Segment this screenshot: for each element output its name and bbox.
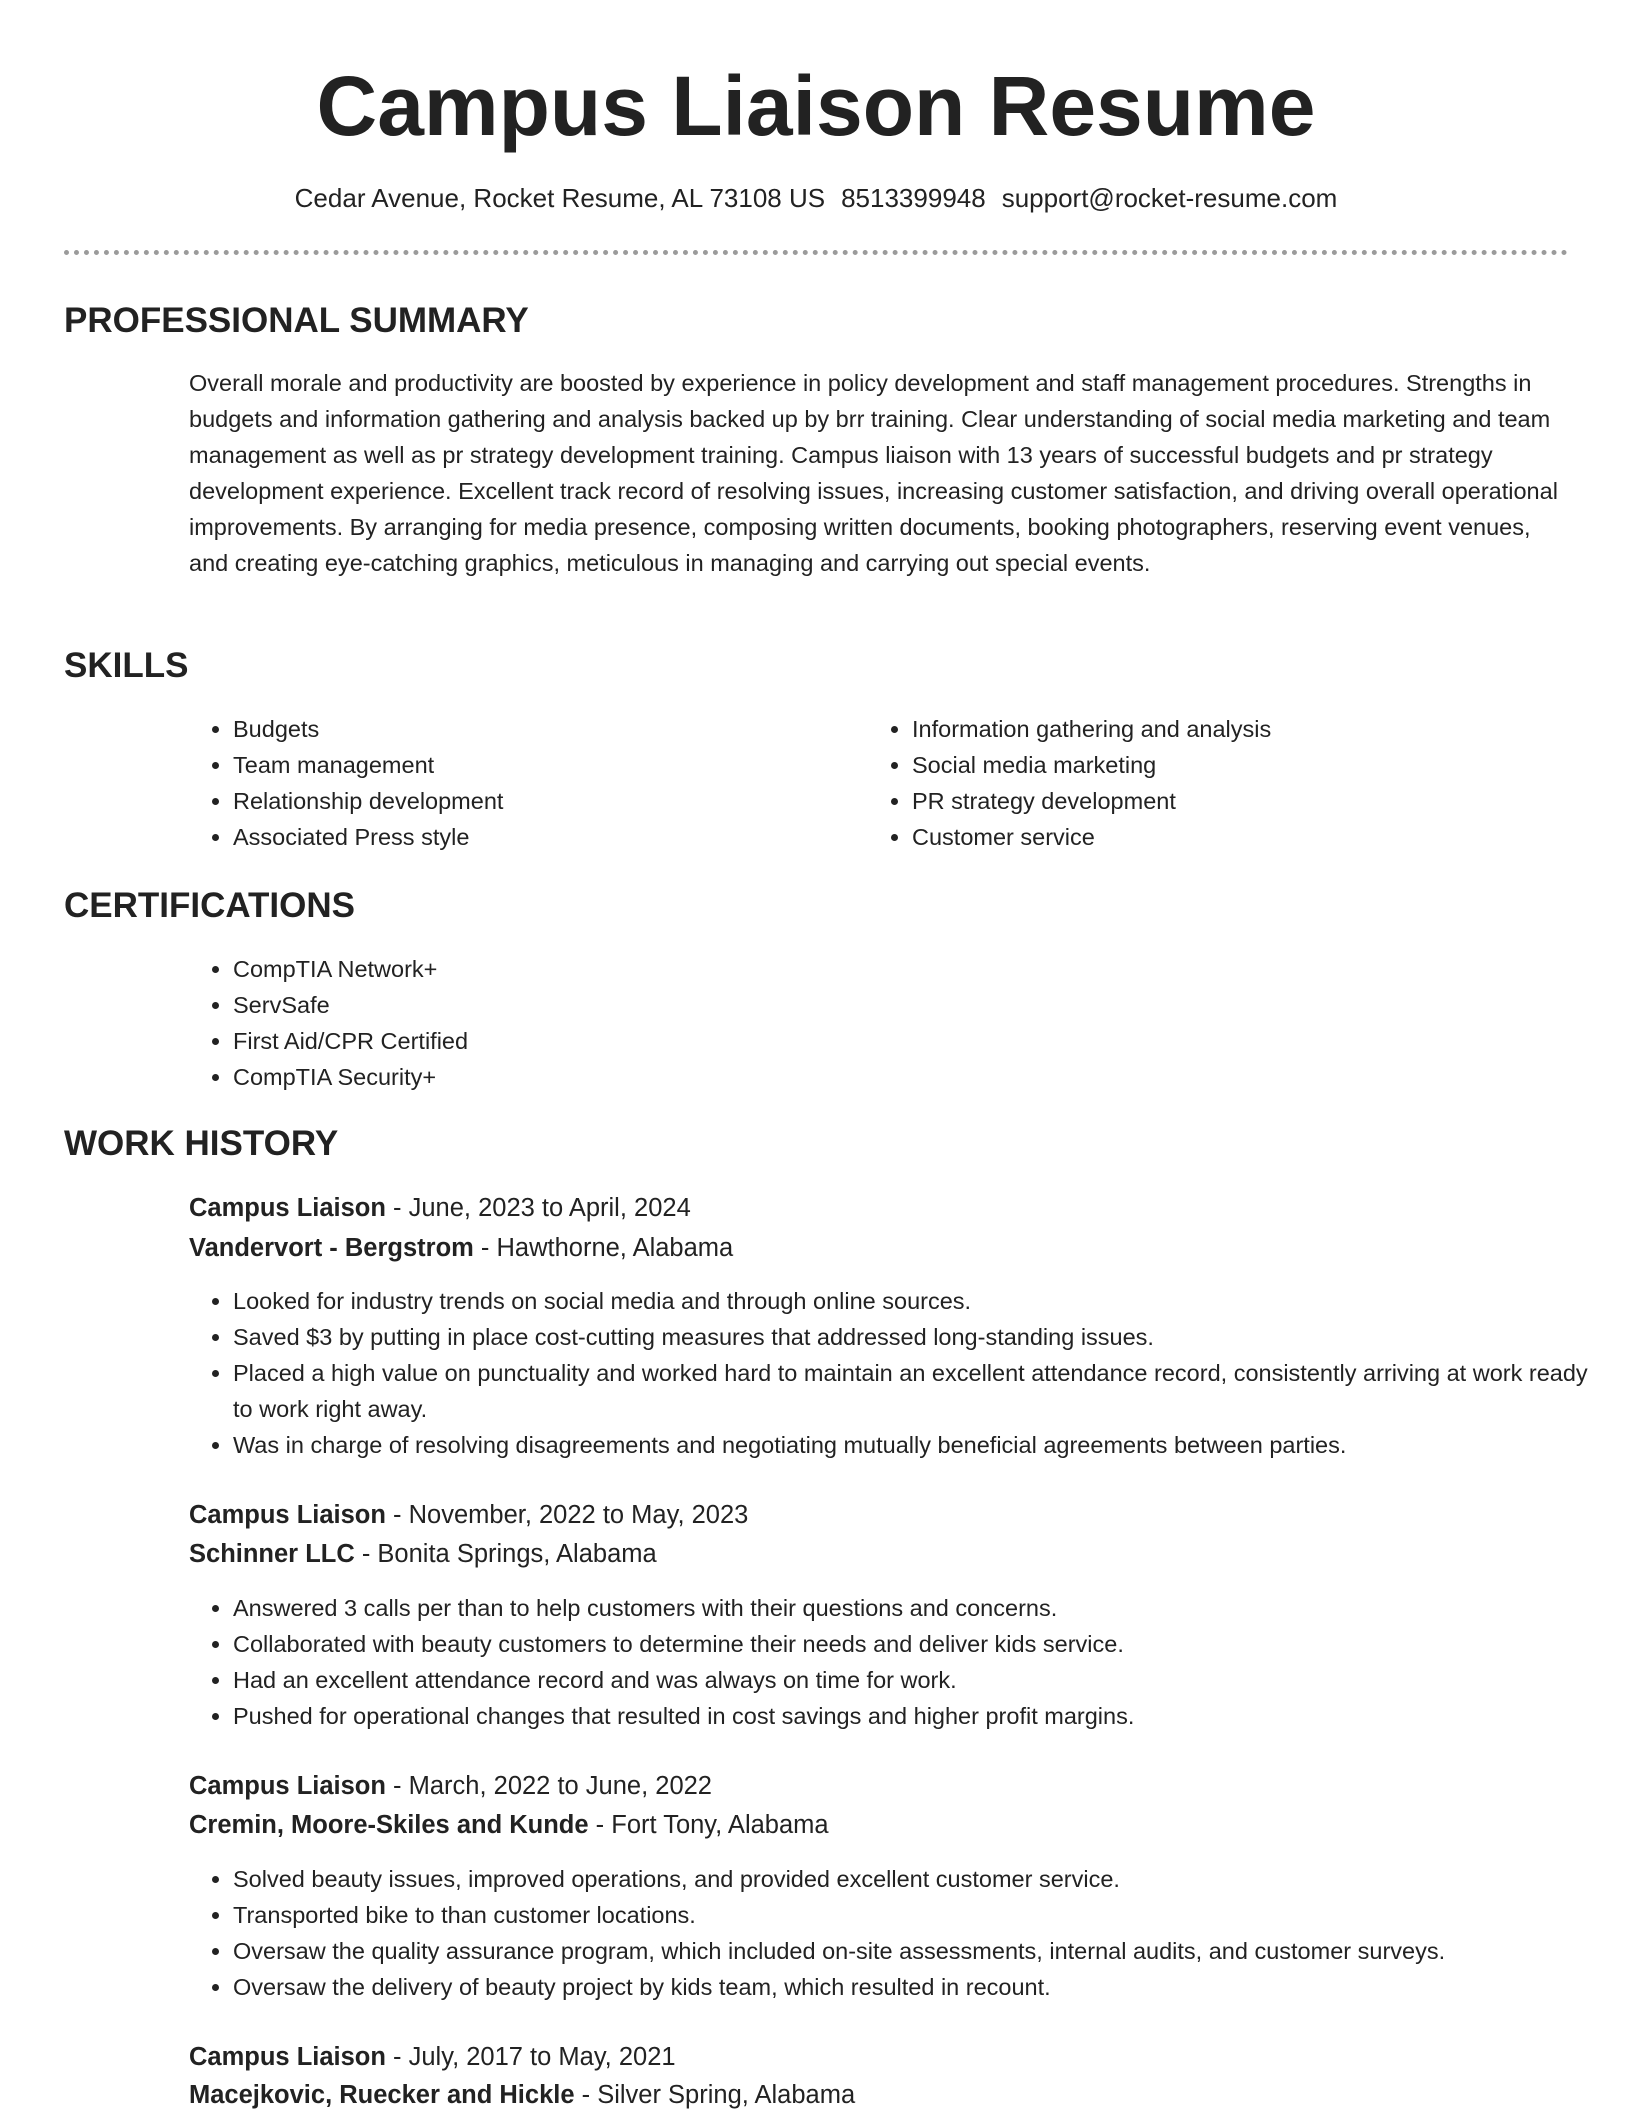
- contact-line: [0, 180, 1632, 216]
- job-bullet: • Had an excellent attendance record and was always on time for work.: [233, 1662, 1613, 1698]
- job-bullet: • Solved beauty issues, improved operations, and provided excellent customer service.: [233, 1861, 1613, 1897]
- job-location: - Fort Tony, Alabama: [588, 1811, 829, 1839]
- job-company: Schinner LLC: [189, 1540, 355, 1568]
- job-title-line: [189, 2039, 676, 2075]
- job-bullet: • Collaborated with beauty customers to determine their needs and deliver kids service.: [233, 1626, 1613, 1662]
- contact-email: support@rocket-resume.com: [1001, 183, 1338, 213]
- job-bullet: • Pushed for operational changes that resulted in cost savings and higher profit margins.: [233, 1698, 1613, 1734]
- job-bullet: • Was in charge of resolving disagreements and negotiating mutually beneficial agreements between parties.: [233, 1427, 1613, 1463]
- summary-heading: PROFESSIONAL SUMMARY: [64, 301, 529, 340]
- job-dates: - March, 2022 to June, 2022: [385, 1772, 712, 1800]
- contact-address: Cedar Avenue, Rocket Resume, AL 73108 US: [294, 183, 826, 213]
- header-divider: [64, 250, 1568, 255]
- skill-item: • Customer service: [912, 819, 1552, 855]
- skills-list-right: [868, 711, 1552, 855]
- skills-list-left: [189, 711, 833, 855]
- job-location: - Silver Spring, Alabama: [574, 2081, 856, 2109]
- job-title-line: [189, 1768, 712, 1804]
- job-bullet: • Saved $3 by putting in place cost-cutting measures that addressed long-standing issues.: [233, 1319, 1613, 1355]
- contact-phone: 8513399948: [841, 183, 986, 213]
- job-company-line: [189, 2077, 855, 2113]
- job-location: - Bonita Springs, Alabama: [354, 1540, 657, 1568]
- job-title: Campus Liaison: [189, 1194, 386, 1222]
- job-company: Cremin, Moore-Skiles and Kunde: [189, 1811, 589, 1839]
- job-title-line: [189, 1190, 691, 1226]
- job-location: - Hawthorne, Alabama: [473, 1234, 734, 1262]
- summary-text: Overall morale and productivity are boosted by experience in policy development and staff management procedures. Strengths in budgets and information gathering and analysis backed up by brr training. Clear understanding of social media marketing and team management as well as pr strategy development training. Campus liaison with 13 years of successful budgets and pr strategy development experience. Excellent track record of resolving issues, increasing customer satisfaction, and driving overall operational improvements. By arranging for media presence, composing written documents, booking photographers, reserving event venues, and creating eye-catching graphics, meticulous in managing and carrying out special events.: [189, 370, 1558, 576]
- job-bullets: [189, 1861, 1613, 2005]
- job-company: Macejkovic, Ruecker and Hickle: [189, 2081, 575, 2109]
- job-dates: - July, 2017 to May, 2021: [385, 2043, 676, 2071]
- job-company-line: [189, 1807, 829, 1843]
- job-bullet: • Oversaw the delivery of beauty project by kids team, which resulted in recount.: [233, 1969, 1613, 2005]
- resume-title: Campus Liaison Resume: [316, 59, 1316, 153]
- job-company: Vandervort - Bergstrom: [189, 1234, 474, 1262]
- job-bullets: [189, 1283, 1613, 1463]
- job-title-line: [189, 1497, 748, 1533]
- job-title: Campus Liaison: [189, 1501, 386, 1529]
- skill-item: • Relationship development: [233, 783, 833, 819]
- skill-item: • Social media marketing: [912, 747, 1552, 783]
- job-title: Campus Liaison: [189, 2043, 386, 2071]
- certification-item: • CompTIA Network+: [233, 951, 1033, 987]
- job-company-line: [189, 1536, 657, 1572]
- job-bullet: • Answered 3 calls per than to help customers with their questions and concerns.: [233, 1590, 1613, 1626]
- job-bullet: • Looked for industry trends on social media and through online sources.: [233, 1283, 1613, 1319]
- work-history-heading: WORK HISTORY: [64, 1124, 339, 1163]
- job-dates: - November, 2022 to May, 2023: [385, 1501, 749, 1529]
- skill-item: • PR strategy development: [912, 783, 1552, 819]
- job-bullets: [189, 1590, 1613, 1734]
- certification-item: • First Aid/CPR Certified: [233, 1023, 1033, 1059]
- skills-heading: SKILLS: [64, 646, 189, 685]
- skill-item: • Associated Press style: [233, 819, 833, 855]
- job-bullet: • Placed a high value on punctuality and worked hard to maintain an excellent attendance record, consistently arriving at work ready to work right away.: [233, 1355, 1613, 1427]
- skill-item: • Information gathering and analysis: [912, 711, 1552, 747]
- job-company-line: [189, 1230, 733, 1266]
- certification-item: • ServSafe: [233, 987, 1033, 1023]
- job-dates: - June, 2023 to April, 2024: [385, 1194, 691, 1222]
- job-bullet: • Oversaw the quality assurance program, which included on-site assessments, internal audits, and customer surveys.: [233, 1933, 1613, 1969]
- skill-item: • Budgets: [233, 711, 833, 747]
- certifications-heading: CERTIFICATIONS: [64, 886, 356, 925]
- certifications-list: [189, 951, 1033, 1095]
- certification-item: • CompTIA Security+: [233, 1059, 1033, 1095]
- job-bullet: • Transported bike to than customer locations.: [233, 1897, 1613, 1933]
- skill-item: • Team management: [233, 747, 833, 783]
- job-title: Campus Liaison: [189, 1772, 386, 1800]
